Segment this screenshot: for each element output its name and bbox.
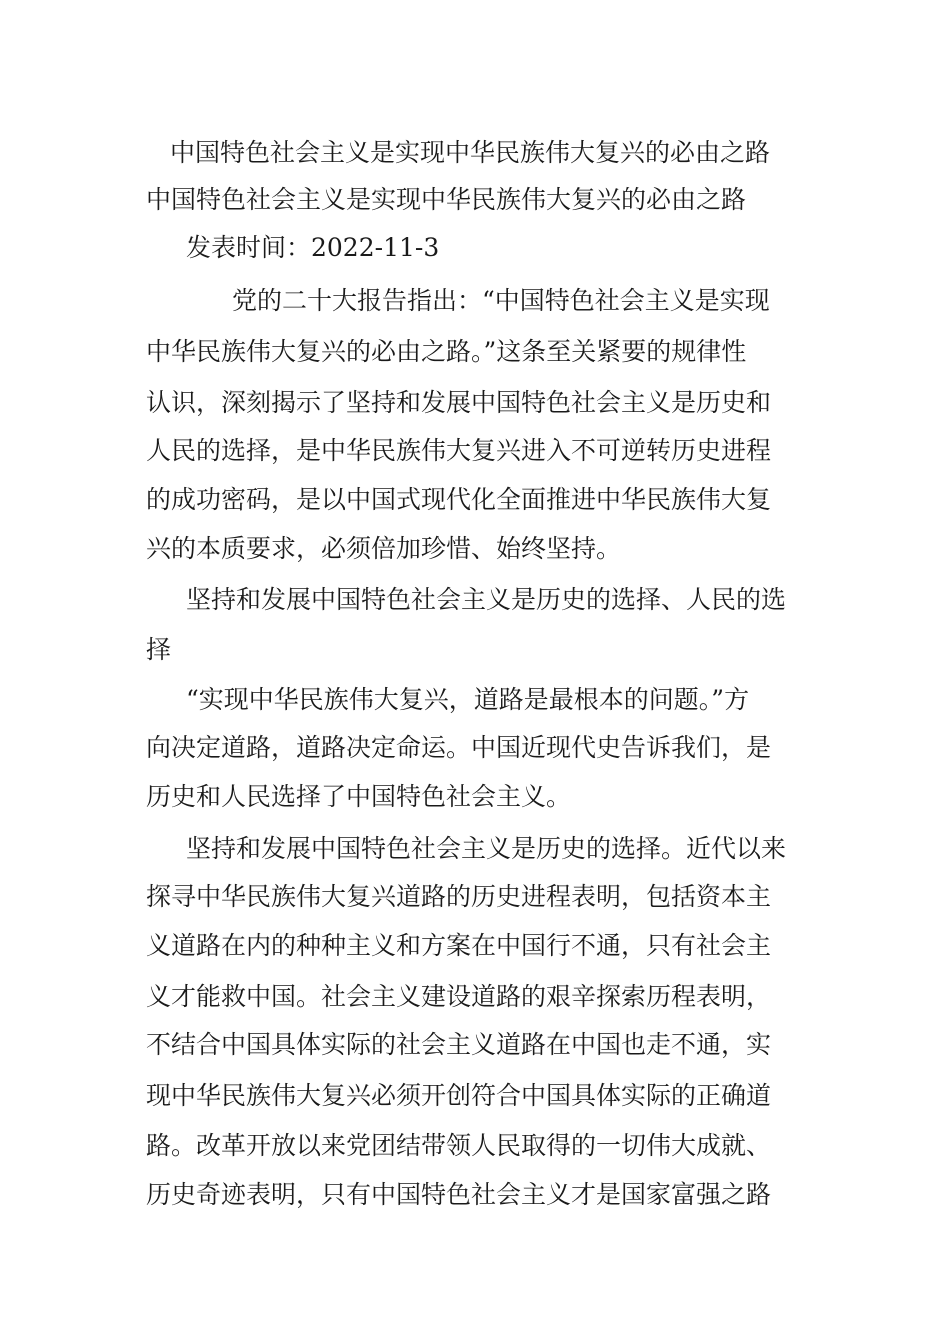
body-line: 义才能救中国。社会主义建设道路的艰辛探索历程表明， [146, 982, 772, 1011]
body-line: 兴的本质要求，必须倍加珍惜、始终坚持。 [146, 534, 622, 563]
document-title-line-2: 中国特色社会主义是实现中华民族伟大复兴的必由之路 [146, 185, 747, 214]
section-heading-line: 择 [146, 635, 172, 664]
body-line: 的成功密码，是以中国式现代化全面推进中华民族伟大复 [146, 485, 772, 514]
body-line: 历史奇迹表明，只有中国特色社会主义才是国家富强之路 [146, 1180, 772, 1209]
body-line: 人民的选择，是中华民族伟大复兴进入不可逆转历史进程 [146, 436, 772, 465]
section-heading-line: 坚持和发展中国特色社会主义是历史的选择、人民的选 [186, 585, 787, 614]
body-line: “实现中华民族伟大复兴，道路是最根本的问题。”方 [186, 685, 750, 714]
body-line: 向决定道路，道路决定命运。中国近现代史告诉我们，是 [146, 733, 772, 762]
body-line: 坚持和发展中国特色社会主义是历史的选择。近代以来 [186, 834, 787, 863]
body-line: 义道路在内的种种主义和方案在中国行不通，只有社会主 [146, 931, 772, 960]
body-line: 路。改革开放以来党团结带领人民取得的一切伟大成就、 [146, 1131, 772, 1160]
body-line: 认识，深刻揭示了坚持和发展中国特色社会主义是历史和 [146, 388, 772, 417]
body-line: 中华民族伟大复兴的必由之路。”这条至关紧要的规律性 [146, 337, 747, 366]
document-title-line-1: 中国特色社会主义是实现中华民族伟大复兴的必由之路 [170, 138, 771, 167]
body-line: 不结合中国具体实际的社会主义道路在中国也走不通，实 [146, 1030, 772, 1059]
body-line: 探寻中华民族伟大复兴道路的历史进程表明，包括资本主 [146, 882, 772, 911]
body-line: 现中华民族伟大复兴必须开创符合中国具体实际的正确道 [146, 1081, 772, 1110]
body-line: 党的二十大报告指出：“中国特色社会主义是实现 [232, 286, 770, 315]
publish-time: 发表时间：2022-11-3 [186, 233, 440, 262]
body-line: 历史和人民选择了中国特色社会主义。 [146, 782, 572, 811]
